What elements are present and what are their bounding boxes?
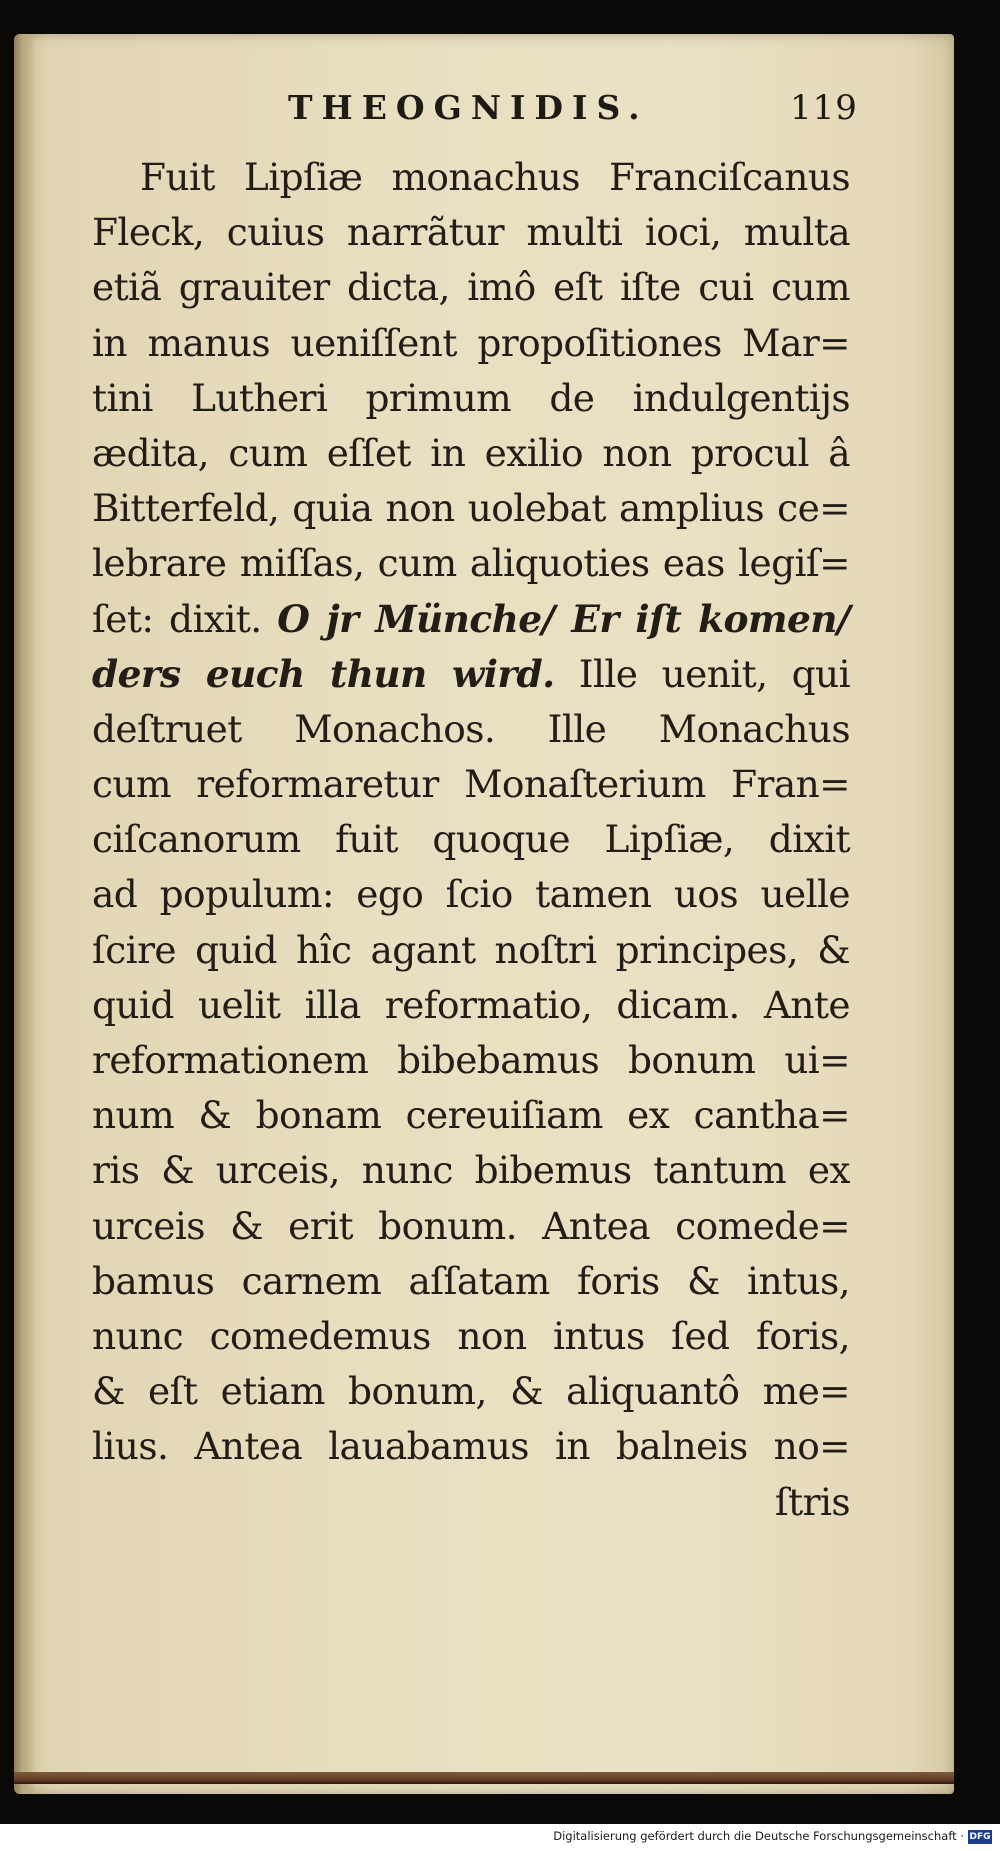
text-line: & eſt etiam bonum, & aliquantô me= xyxy=(92,1369,850,1414)
text-line: deſtruet Monachos. Ille Monachus xyxy=(92,706,850,751)
text-line: Fleck, cuius narrãtur multi ioci, multa xyxy=(92,210,850,255)
text-line: ad populum: ego ſcio tamen uos uelle xyxy=(92,872,850,917)
text-line: ris & urceis, nunc bibemus tantum ex xyxy=(92,1148,850,1193)
text-line-mixed xyxy=(92,592,850,647)
text-line: nunc comedemus non intus ſed foris, xyxy=(92,1313,850,1358)
german-fraktur-text: O jr Münche/ Er iſt komen/ xyxy=(277,596,850,641)
text-line: quid uelit illa reformatio, dicam. Ante xyxy=(92,982,850,1027)
text-line: num & bonam cereuiſiam ex cantha= xyxy=(92,1093,850,1138)
text-line: tini Lutheri primum de indulgentijs xyxy=(92,375,850,420)
catchword: ſtris xyxy=(774,1479,850,1524)
page-bottom-edge xyxy=(14,1772,954,1784)
text-line: lebrare miſſas, cum aliquoties eas legiſ= xyxy=(92,541,850,586)
text-line: cum reformaretur Monaſterium Fran= xyxy=(92,762,850,807)
latin-text: ſet: dixit. xyxy=(92,596,262,641)
running-head-title: THEOGNIDIS. xyxy=(288,88,649,127)
text-line: ſcire quid hîc agant noſtri principes, & xyxy=(92,927,850,972)
text-line: bamus carnem aſſatam foris & intus, xyxy=(92,1258,850,1303)
text-line: etiã grauiter dicta, imô eſt iſte cui cum xyxy=(92,265,850,310)
latin-text: Ille uenit, qui xyxy=(578,651,850,696)
page-gutter-shadow xyxy=(14,34,36,1794)
text-line: ciſcanorum fuit quoque Lipſiæ, dixit xyxy=(92,817,850,862)
text-line: ædita, cum eſſet in exilio non procul â xyxy=(92,430,850,475)
text-line: Fuit Lipſiæ monachus Franciſcanus xyxy=(140,155,850,199)
body-text xyxy=(92,150,850,1530)
german-fraktur-text: ders euch thun wird. xyxy=(92,651,555,696)
dfg-logo: DFG xyxy=(969,1832,991,1842)
page-number: 119 xyxy=(790,88,858,128)
digitization-footer xyxy=(0,1824,1000,1851)
text-line: lius. Antea lauabamus in balneis no= xyxy=(92,1424,850,1469)
text-line: in manus ueniſſent propoſitiones Mar= xyxy=(92,320,850,365)
text-line: reformationem bibebamus bonum ui= xyxy=(92,1038,850,1082)
funding-credit: Digitalisierung gefördert durch die Deutsche Forschungsgemeinschaft · xyxy=(553,1829,964,1843)
text-line: urceis & erit bonum. Antea comede= xyxy=(92,1203,850,1248)
running-head xyxy=(0,88,1000,138)
text-line: Bitterfeld, quia non uolebat amplius ce= xyxy=(92,486,850,531)
text-line-mixed xyxy=(92,647,850,702)
